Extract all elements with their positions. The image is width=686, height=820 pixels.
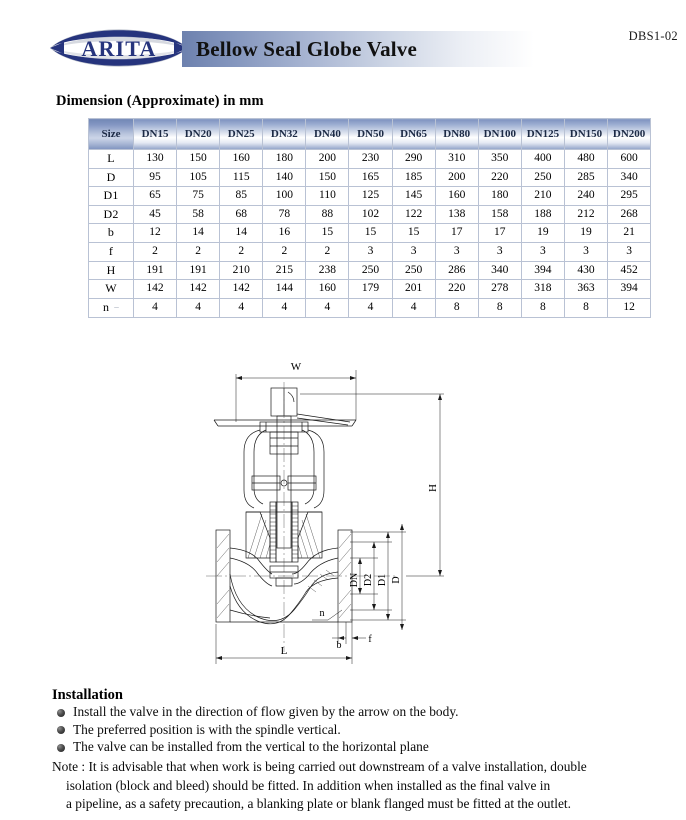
table-cell: 2 [177,242,220,261]
row-label-l: L [89,150,134,169]
table-cell: 8 [435,298,478,317]
table-cell: 2 [263,242,306,261]
installation-item [56,721,656,739]
table-cell: 65 [134,187,177,206]
table-cell: 201 [392,280,435,299]
table-col-dn15: DN15 [134,119,177,150]
table-col-dn200: DN200 [608,119,651,150]
table-col-dn25: DN25 [220,119,263,150]
table-cell: 150 [177,150,220,169]
bullet-icon [57,744,65,752]
table-row [89,150,651,169]
table-cell: 15 [306,224,349,243]
table-cell: 3 [349,242,392,261]
table-cell: 268 [608,205,651,224]
label-w: W [290,361,302,373]
installation-heading: Installation [52,687,123,703]
installation-item-text: Install the valve in the direction of flow given by the arrow on the body. [73,704,459,719]
table-col-dn40: DN40 [306,119,349,150]
table-cell: 4 [134,298,177,317]
table-cell: 158 [478,205,521,224]
table-col-dn80: DN80 [435,119,478,150]
table-cell: 150 [306,168,349,187]
table-cell: 2 [220,242,263,261]
table-col-dn150: DN150 [564,119,607,150]
table-col-dn100: DN100 [478,119,521,150]
table-cell: 12 [608,298,651,317]
table-cell: 8 [564,298,607,317]
table-cell: 4 [220,298,263,317]
note-line: Note : It is advisable that when work is being carried out downstream of a valve installation, double [52,759,587,774]
installation-list [56,703,656,756]
table-cell: 145 [392,187,435,206]
row-label-d: D [89,168,134,187]
table-cell: 160 [220,150,263,169]
table-row [89,224,651,243]
installation-item [56,738,656,756]
table-cell: 4 [349,298,392,317]
table-cell: 3 [435,242,478,261]
table-cell: 58 [177,205,220,224]
document-code: DBS1-02 [628,29,678,43]
table-cell: 180 [478,187,521,206]
table-cell: 278 [478,280,521,299]
row-label-f: f [89,242,134,261]
table-cell: 363 [564,280,607,299]
table-cell: 4 [306,298,349,317]
table-cell: 318 [521,280,564,299]
installation-item-text: The valve can be installed from the vertical to the horizontal plane [73,739,429,755]
table-cell: 14 [220,224,263,243]
table-cell: 17 [435,224,478,243]
table-cell: 191 [134,261,177,280]
valve-cross-section-drawing [200,352,520,692]
table-cell: 15 [392,224,435,243]
table-cell: 144 [263,280,306,299]
table-cell: 122 [392,205,435,224]
page-header [0,0,686,84]
table-cell: 212 [564,205,607,224]
table-cell: 452 [608,261,651,280]
table-cell: 165 [349,168,392,187]
table-cell: 3 [478,242,521,261]
dimension-table-container [88,118,646,318]
table-col-dn50: DN50 [349,119,392,150]
row-label-b: b [89,224,134,243]
dimension-table [88,118,651,318]
logo-svg [48,22,190,74]
table-col-dn32: DN32 [263,119,306,150]
table-cell: 78 [263,205,306,224]
table-cell: 285 [564,168,607,187]
table-cell: 142 [220,280,263,299]
table-cell: 2 [306,242,349,261]
table-cell: 3 [608,242,651,261]
table-cell: 4 [263,298,306,317]
installation-item-text: The preferred position is with the spindle vertical. [73,721,341,737]
table-cell: 215 [263,261,306,280]
table-cell: 430 [564,261,607,280]
table-cell: 480 [564,150,607,169]
table-cell: 220 [478,168,521,187]
table-cell: 4 [392,298,435,317]
table-cell: 600 [608,150,651,169]
table-cell: 2 [134,242,177,261]
note-line: a pipeline, as a safety precaution, a blanking plate or blank flanged must be fitted at the outlet. [66,796,571,811]
table-cell: 14 [177,224,220,243]
page-title: Bellow Seal Globe Valve [196,37,418,61]
table-cell: 394 [608,280,651,299]
logo-wordmark: ARITA [81,36,157,61]
table-cell: 310 [435,150,478,169]
table-col-dn125: DN125 [521,119,564,150]
table-cell: 210 [521,187,564,206]
table-col-dn65: DN65 [392,119,435,150]
table-row [89,168,651,187]
row-label-h: H [89,261,134,280]
table-cell: 200 [306,150,349,169]
table-row [89,261,651,280]
table-cell: 19 [564,224,607,243]
table-cell: 230 [349,150,392,169]
table-row [89,280,651,299]
table-cell: 220 [435,280,478,299]
table-body [89,150,651,318]
table-col-dn20: DN20 [177,119,220,150]
dimension-n [312,610,342,620]
installation-item [56,703,656,721]
table-cell: 21 [608,224,651,243]
table-cell: 286 [435,261,478,280]
table-cell: 12 [134,224,177,243]
label-f: f [368,634,372,645]
table-cell: 88 [306,205,349,224]
table-cell: 250 [521,168,564,187]
table-cell: 68 [220,205,263,224]
arita-logo [48,22,190,74]
table-header-row [89,119,651,150]
table-cell: 100 [263,187,306,206]
table-cell: 250 [349,261,392,280]
table-cell: 142 [134,280,177,299]
label-d: D [391,576,402,584]
table-cell: 185 [392,168,435,187]
table-row [89,242,651,261]
label-d1: D1 [377,573,388,587]
table-cell: 130 [134,150,177,169]
table-cell: 180 [263,150,306,169]
table-cell: 102 [349,205,392,224]
row-label-w: W [89,280,134,299]
table-header [89,119,651,150]
table-cell: 45 [134,205,177,224]
table-cell: 85 [220,187,263,206]
handwheel [214,388,356,426]
table-row [89,298,651,317]
table-cell: 340 [478,261,521,280]
table-row [89,187,651,206]
valve-stem [277,382,291,652]
row-label-n: n – [89,298,134,317]
label-l: L [280,645,288,657]
table-cell: 200 [435,168,478,187]
table-cell: 142 [177,280,220,299]
bullet-icon [57,709,65,717]
table-cell: 8 [521,298,564,317]
table-cell: 3 [392,242,435,261]
table-cell: 19 [521,224,564,243]
table-cell: 394 [521,261,564,280]
table-row [89,205,651,224]
valve-drawing-svg [200,352,520,692]
table-cell: 160 [306,280,349,299]
table-cell: 16 [263,224,306,243]
table-cell: 4 [177,298,220,317]
table-cell: 191 [177,261,220,280]
table-col-size: Size [89,119,134,150]
table-cell: 350 [478,150,521,169]
table-cell: 105 [177,168,220,187]
table-cell: 250 [392,261,435,280]
dimension-w [236,370,356,422]
table-cell: 290 [392,150,435,169]
row-label-n-mark: – [114,302,119,313]
table-cell: 210 [220,261,263,280]
label-h: H [427,484,439,492]
table-cell: 400 [521,150,564,169]
table-cell: 125 [349,187,392,206]
label-n: n [319,608,325,619]
table-cell: 295 [608,187,651,206]
table-cell: 95 [134,168,177,187]
note-line: isolation (block and bleed) should be fitted. In addition when installed as the final valve in [66,777,551,793]
table-cell: 140 [263,168,306,187]
table-cell: 17 [478,224,521,243]
table-cell: 188 [521,205,564,224]
installation-note [52,758,652,814]
table-cell: 3 [564,242,607,261]
label-d2: D2 [363,573,374,587]
table-cell: 115 [220,168,263,187]
table-cell: 238 [306,261,349,280]
table-cell: 110 [306,187,349,206]
table-cell: 8 [478,298,521,317]
row-label-d1: D1 [89,187,134,206]
bullet-icon [57,726,65,734]
table-cell: 138 [435,205,478,224]
table-cell: 3 [521,242,564,261]
row-label-d2: D2 [89,205,134,224]
label-b: b [336,640,342,651]
table-cell: 75 [177,187,220,206]
table-cell: 240 [564,187,607,206]
table-cell: 179 [349,280,392,299]
table-cell: 160 [435,187,478,206]
table-cell: 15 [349,224,392,243]
label-dn: DN [349,572,360,588]
dimension-heading: Dimension (Approximate) in mm [56,93,264,109]
table-cell: 340 [608,168,651,187]
